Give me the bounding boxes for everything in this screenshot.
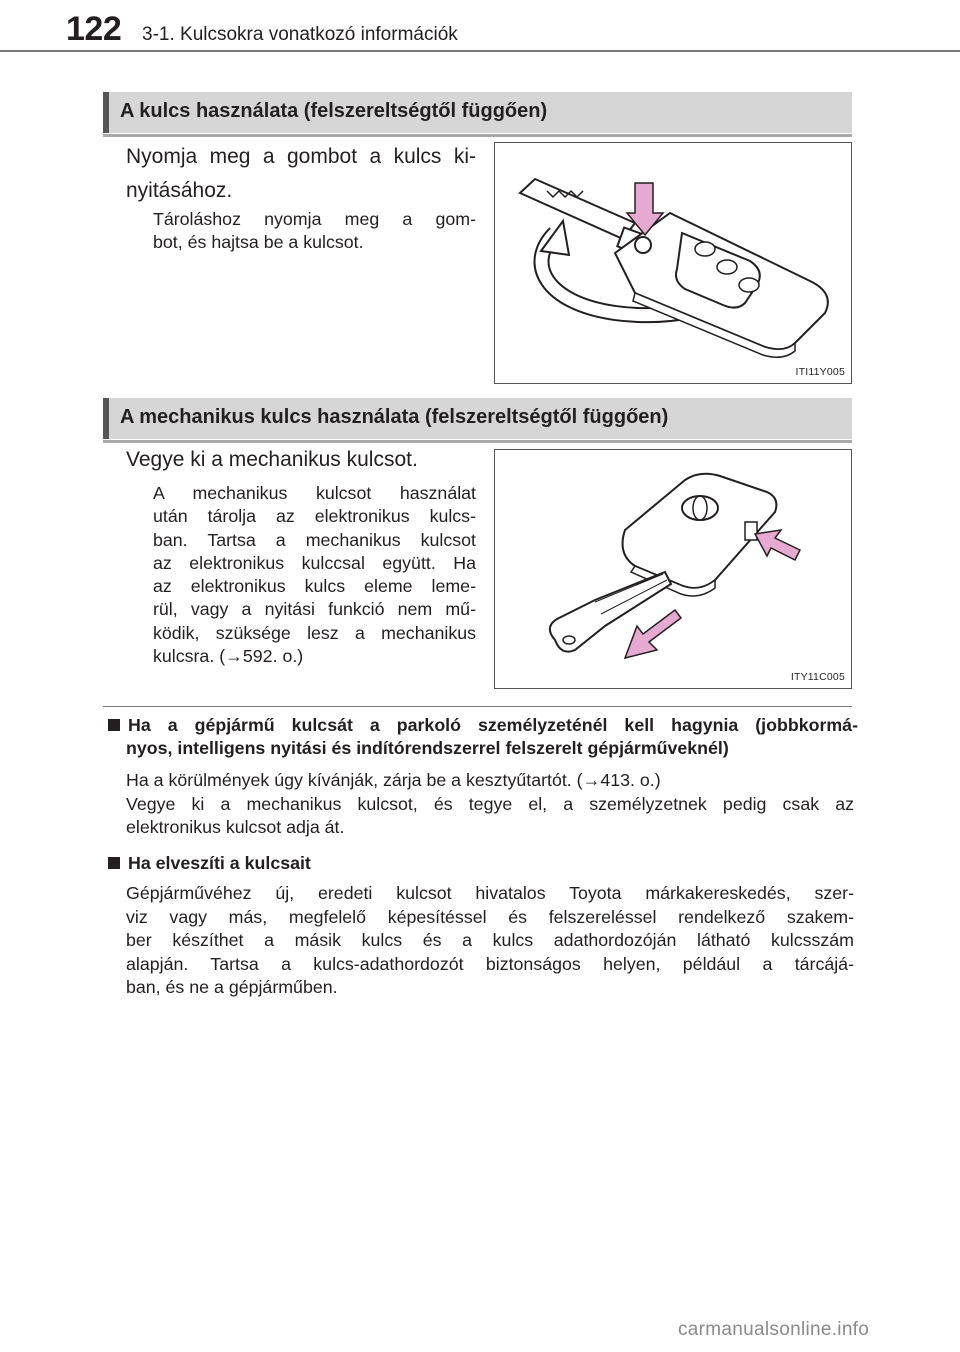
body-line: Gépjárművéhez új, eredeti kulcsot hivatalos Toyota márkakereskedés, szer- [126, 883, 854, 903]
step-line: Nyomja meg a gombot a kulcs ki- [126, 145, 476, 168]
flip-key-illustration [495, 143, 853, 385]
figure-code: ITY11C005 [790, 671, 845, 683]
step-note [153, 482, 476, 668]
key-blade [520, 179, 635, 239]
note-line: kulcsra. (→592. o.) [153, 646, 304, 667]
body-line: Ha a körülmények úgy kívánják, zárja be a kesztyűtartót. (→413. o.) [126, 770, 661, 790]
figure-flip-key [494, 142, 852, 384]
note-line: az elektronikus kulcs eleme leme- [153, 576, 476, 597]
toyota-logo-icon [682, 496, 718, 520]
step-text [126, 140, 476, 208]
header-divider [0, 50, 960, 52]
step-text: Vegye ki a mechanikus kulcsot. [126, 448, 418, 471]
info-body-lost-keys [126, 882, 854, 1000]
section-heading-text: A kulcs használata (felszereltségtől függően) [120, 100, 548, 122]
note-line: után tárolja az elektronikus kulcs- [153, 506, 476, 527]
info-title-lost-keys: Ha elveszíti a kulcsait [108, 852, 858, 875]
body-line: ber készíthet a másik kulcs és a kulcs adathordozóján látható kulcsszám [126, 930, 854, 950]
note-line: A mechanikus kulcsot használat [153, 483, 476, 503]
info-title-line: Ha a gépjármű kulcsát a parkoló személyzeténél kell hagynia (jobbkormá- [108, 714, 858, 737]
unlock-button-icon [739, 278, 759, 292]
section-heading-text: A mechanikus kulcs használata (felszereltségtől függően) [120, 406, 669, 428]
watermark: carmanualsonline.info [678, 1319, 870, 1340]
section-heading-mechanical-key [103, 398, 852, 439]
step-note [153, 208, 476, 255]
section-divider [103, 706, 852, 707]
body-line: alapján. Tartsa a kulcs-adathordozót biztonságos helyen, például a tárcájá- [126, 953, 854, 974]
release-arrow-icon [755, 530, 800, 560]
info-title-valet [108, 714, 858, 760]
section-heading-key-use [103, 92, 852, 133]
square-bullet-icon [108, 719, 120, 731]
note-line: ban. Tartsa a mechanikus kulcsot [153, 529, 476, 550]
note-line: rül, vagy a nyitási funkció nem mű- [153, 599, 476, 620]
note-line: Tároláshoz nyomja meg a gom- [153, 209, 476, 229]
smart-key-illustration [495, 450, 853, 690]
chapter-title: 3-1. Kulcsokra vonatkozó információk [142, 24, 458, 45]
pull-out-arrow-icon [625, 610, 681, 658]
body-line: ban, és ne a gépjárműben. [126, 977, 338, 997]
lock-button-icon [695, 242, 715, 256]
note-line: ködik, szüksége lesz a mechanikus [153, 622, 476, 643]
page-number: 122 [66, 10, 122, 48]
step-line: nyitásához. [126, 179, 233, 202]
square-bullet-icon [108, 857, 120, 869]
figure-code: ITI11Y005 [795, 366, 845, 378]
body-line: elektronikus kulcsot adja át. [126, 817, 345, 837]
release-button [635, 237, 651, 253]
body-line: Vegye ki a mechanikus kulcsot, és tegye el, a személyzetnek pedig csak az [126, 793, 854, 814]
note-line: bot, és hajtsa be a kulcsot. [153, 232, 364, 253]
note-line: az elektronikus kulccsal együtt. Ha [153, 552, 476, 573]
trunk-button-icon [717, 260, 737, 274]
info-title-line: nyos, intelligens nyitási és indítórendszerrel felszerelt gépjárműveknél) [126, 738, 729, 758]
body-line: viz vagy más, megfelelő képesítéssel és felszereléssel rendelkező szakem- [126, 906, 854, 927]
figure-smart-key [494, 449, 852, 689]
info-body-valet [126, 769, 854, 840]
